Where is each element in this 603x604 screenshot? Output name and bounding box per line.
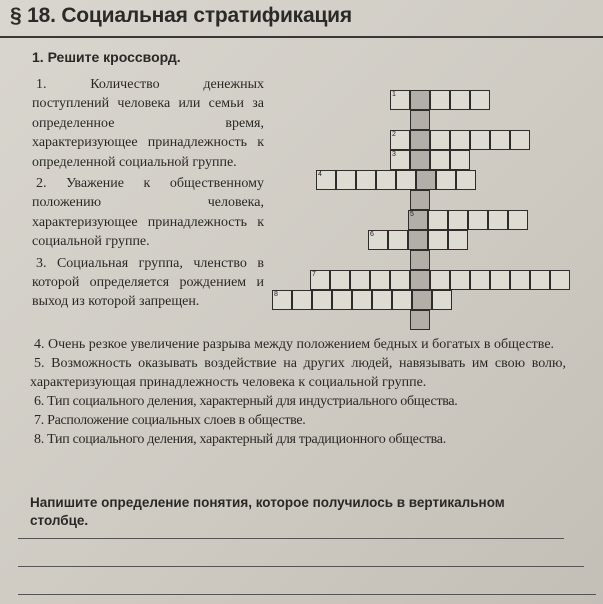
crossword-cell[interactable]: [450, 270, 470, 290]
crossword-key-cell[interactable]: [410, 110, 430, 130]
crossword-key-cell[interactable]: [410, 250, 430, 270]
crossword-cell[interactable]: [456, 170, 476, 190]
crossword-cell[interactable]: [436, 170, 456, 190]
crossword-cell[interactable]: [470, 130, 490, 150]
final-task: Напишите определение понятия, которое получилось в вертикальном столбце.: [30, 495, 505, 528]
crossword-cell[interactable]: [396, 170, 416, 190]
crossword-cell[interactable]: [510, 270, 530, 290]
crossword-cell[interactable]: [468, 210, 488, 230]
crossword-cell[interactable]: [448, 210, 468, 230]
crossword-cell[interactable]: [490, 270, 510, 290]
crossword-cell[interactable]: [410, 270, 430, 290]
crossword-cell[interactable]: [410, 130, 430, 150]
task-label: 1. Решите кроссворд.: [32, 49, 181, 65]
crossword-cell[interactable]: [530, 270, 550, 290]
crossword-cell[interactable]: [490, 130, 510, 150]
crossword-cell[interactable]: [430, 150, 450, 170]
crossword-cell[interactable]: [336, 170, 356, 190]
crossword-clue-number: 4: [318, 171, 322, 178]
crossword-cell[interactable]: [428, 230, 448, 250]
crossword-cell[interactable]: [408, 230, 428, 250]
clue-5: 5. Возможность оказывать воздействие на других людей, навязывать им свою волю, характеризующая принадлежность человека к социальной группе.: [30, 356, 566, 390]
crossword-cell[interactable]: [428, 210, 448, 230]
crossword-cell[interactable]: [350, 270, 370, 290]
crossword-clue-number: 5: [410, 211, 414, 218]
crossword-cell[interactable]: [376, 170, 396, 190]
crossword-cell[interactable]: [372, 290, 392, 310]
crossword-cell[interactable]: [510, 130, 530, 150]
crossword-key-cell[interactable]: [410, 190, 430, 210]
crossword-cell[interactable]: [488, 210, 508, 230]
crossword-cell[interactable]: [312, 290, 332, 310]
crossword-cell[interactable]: [330, 270, 350, 290]
crossword-key-cell[interactable]: [410, 310, 430, 330]
clue-7: 7. Расположение социальных слоев в обществе.: [34, 413, 306, 428]
clue-2: 2. Уважение к общественному положению человека, характеризующее принадлежность к социальной группе.: [32, 176, 264, 250]
crossword-cell[interactable]: [430, 130, 450, 150]
crossword-cell[interactable]: [392, 290, 412, 310]
crossword-clue-number: 7: [312, 271, 316, 278]
crossword-cell[interactable]: [410, 90, 430, 110]
crossword-cell[interactable]: [450, 90, 470, 110]
crossword-cell[interactable]: [410, 150, 430, 170]
crossword-cell[interactable]: [430, 270, 450, 290]
crossword-clue-number: 3: [392, 151, 396, 158]
crossword-cell[interactable]: [550, 270, 570, 290]
clue-3: 3. Социальная группа, членство в которой определяется рождением и выход из которой запрещен.: [32, 255, 264, 310]
clue-4: 4. Очень резкое увеличение разрыва между положением бедных и богатых в обществе.: [34, 337, 555, 352]
crossword-cell[interactable]: [432, 290, 452, 310]
crossword-clue-number: 6: [370, 231, 374, 238]
crossword-clue-number: 1: [392, 91, 396, 98]
section-title: § 18. Социальная стратификация: [10, 4, 352, 27]
crossword-clue-number: 2: [392, 131, 396, 138]
clue-6: 6. Тип социального деления, характерный для индустриального общества.: [34, 394, 458, 409]
crossword-cell[interactable]: [332, 290, 352, 310]
clue-1: 1. Количество денежных поступлений человека или семьи за определенное время, характеризующее принадлежность к определенной социальной группе.: [32, 77, 264, 170]
crossword-cell[interactable]: [292, 290, 312, 310]
crossword-cell[interactable]: [470, 90, 490, 110]
crossword-cell[interactable]: [388, 230, 408, 250]
crossword-cell[interactable]: [508, 210, 528, 230]
crossword-cell[interactable]: [390, 270, 410, 290]
crossword-cell[interactable]: [430, 90, 450, 110]
crossword-cell[interactable]: [356, 170, 376, 190]
crossword-cell[interactable]: [412, 290, 432, 310]
crossword-cell[interactable]: [416, 170, 436, 190]
crossword-cell[interactable]: [450, 130, 470, 150]
crossword-clue-number: 8: [274, 291, 278, 298]
crossword-cell[interactable]: [370, 270, 390, 290]
crossword-cell[interactable]: [352, 290, 372, 310]
crossword-cell[interactable]: [448, 230, 468, 250]
crossword-cell[interactable]: [450, 150, 470, 170]
crossword-cell[interactable]: [470, 270, 490, 290]
clue-8: 8. Тип социального деления, характерный для традиционного общества.: [34, 432, 446, 447]
